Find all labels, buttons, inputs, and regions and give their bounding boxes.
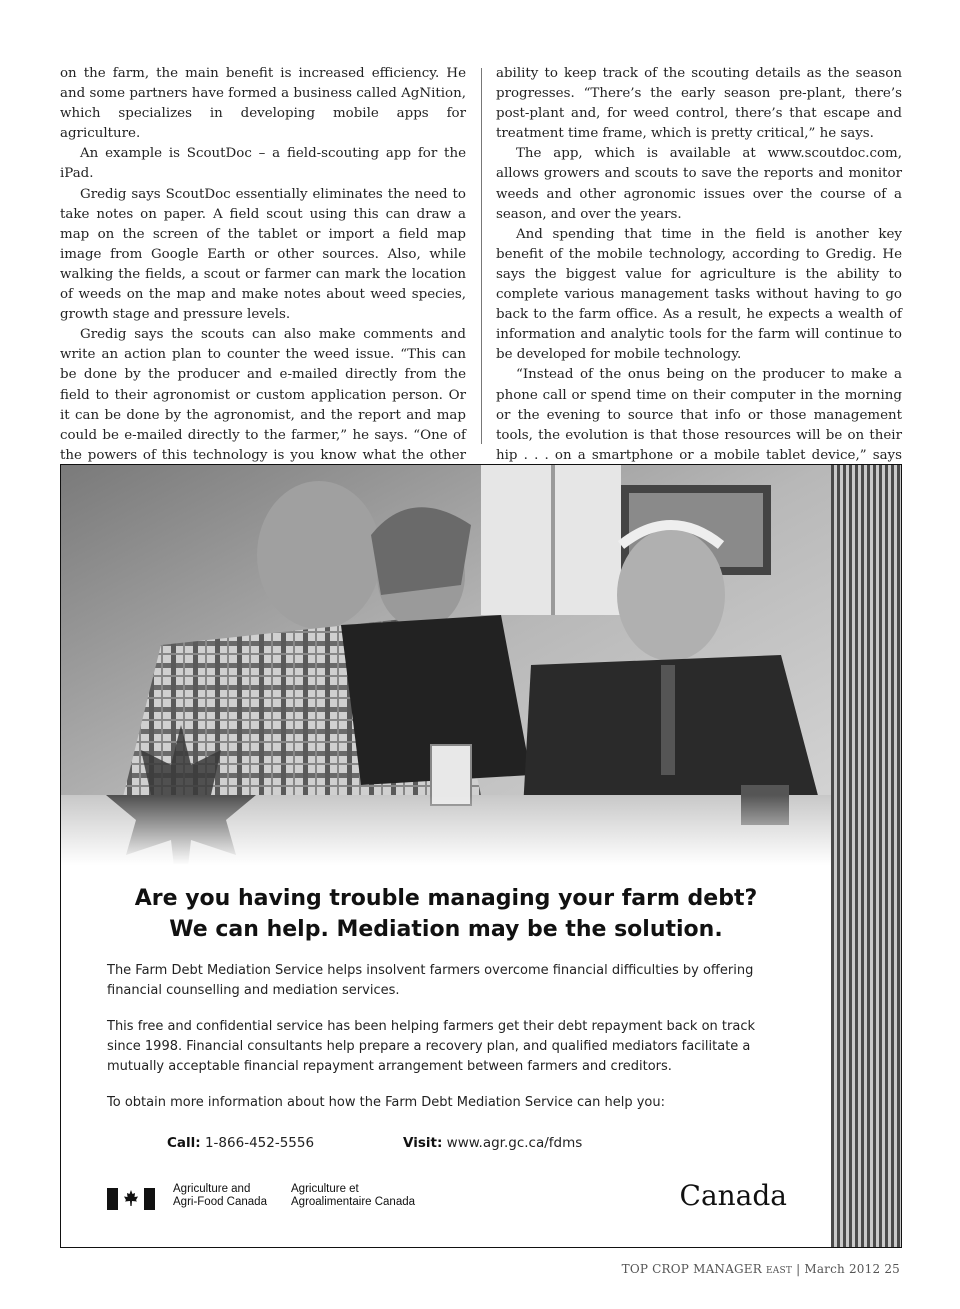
article-paragraph: on the farm, the main benefit is increased efficiency. He and some partners have formed a business called AgNition, which specializes in developing mobile apps for agriculture. xyxy=(60,66,466,142)
phone-number[interactable]: 1-866-452-5556 xyxy=(204,1135,315,1151)
ad-visit-line xyxy=(403,1135,582,1151)
department-en-line-2: Agri-Food Canada xyxy=(173,1196,267,1208)
department-name-english xyxy=(173,1183,267,1209)
ad-text-panel xyxy=(61,865,831,1247)
article-paragraph: And spending that time in the field is another key benefit of the mobile technology, according to Gredig. He says the biggest value for agriculture is the ability to complete various management tasks without having to go back to the farm office. As a result, he expects a wealth of information and analytic tools for the farm will continue to be developed for mobile technology. xyxy=(496,226,902,363)
visit-label: Visit: xyxy=(403,1135,443,1151)
ad-paragraph: The Farm Debt Mediation Service helps insolvent farmers overcome financial difficulties by offering financial counselling and mediation services. xyxy=(107,963,754,998)
ad-headline-line-1: Are you having trouble managing your farm debt? xyxy=(134,886,758,911)
column-divider xyxy=(481,68,482,444)
department-fr-line-2: Agroalimentaire Canada xyxy=(291,1196,416,1208)
ad-paragraph: This free and confidential service has been helping farmers get their debt repayment back on track since 1998. Financial consultants help prepare a recovery plan, and qualified mediators facilitate a mutually acceptable financial repayment arrangement between farmers and creditors. xyxy=(107,1019,755,1074)
ad-paragraph: To obtain more information about how the Farm Debt Mediation Service can help you: xyxy=(107,1095,665,1110)
article-columns xyxy=(60,64,902,463)
department-name-french xyxy=(291,1183,415,1209)
canada-flag-icon xyxy=(107,1188,155,1210)
page-number: 25 xyxy=(884,1262,900,1276)
ad-headline xyxy=(61,883,831,945)
article-column-right xyxy=(496,64,902,486)
advertisement xyxy=(60,464,902,1248)
magazine-edition: EAST xyxy=(766,1266,793,1276)
department-fr-line-1: Agriculture et xyxy=(291,1183,359,1195)
ad-photo-farmers-meeting xyxy=(61,465,831,865)
department-en-line-1: Agriculture and xyxy=(173,1183,251,1195)
ad-stripe-border xyxy=(831,465,901,1247)
article-paragraph: Gredig says ScoutDoc essentially eliminates the need to take notes on paper. A field scout using this can draw a map on the screen of the tablet or import a field map image from Google Earth or other sources. Also, while walking the fields, a scout or farmer can mark the location of weeds on the map and make notes about weed species, growth stage and pressure levels. xyxy=(60,186,466,323)
ad-body xyxy=(107,961,767,1129)
ad-headline-line-2: We can help. Mediation may be the solution. xyxy=(169,917,723,942)
page-footer xyxy=(622,1262,900,1276)
article-paragraph: ability to keep track of the scouting details as the season progresses. “There’s the early season pre-plant, there’s post-plant and, for weed control, there’s that escape and treatment time frame, which is pretty critical,” he says. xyxy=(496,66,902,142)
ad-call-line xyxy=(167,1135,314,1151)
article-paragraph: An example is ScoutDoc – a field-scouting app for the iPad. xyxy=(60,146,466,182)
issue-date: March 2012 xyxy=(804,1262,881,1276)
article-paragraph-text: “Instead of the onus being on the producer to make a phone call or spend time on their computer in the morning or the evening to source that info or those management tools, the evolution is that those resources will be on their hip . . . on a smartphone or a mobile tablet device,” says xyxy=(496,367,902,463)
call-label: Call: xyxy=(167,1135,201,1151)
article-paragraph: Gredig says the scouts can also make comments and write an action plan to counter the weed issue. “This can be done by the producer and e-mailed directly from the field to their agronomist or custom application person. Or it can be done by the agronomist, and the report and map could be e-mailed directly to the farmer,” he says. “One of the powers of this technology is you know what the other xyxy=(60,327,466,463)
footer-separator: | xyxy=(796,1262,801,1276)
magazine-name: TOP CROP MANAGER xyxy=(621,1262,762,1276)
government-logos xyxy=(107,1179,787,1223)
canada-wordmark: Canada xyxy=(679,1179,787,1212)
article-paragraph: The app, which is available at www.scoutdoc.com, allows growers and scouts to save the reports and monitor weeds and other agronomic issues over the course of a season, and over the years. xyxy=(496,146,902,222)
website-link[interactable]: www.agr.gc.ca/fdms xyxy=(446,1135,583,1151)
